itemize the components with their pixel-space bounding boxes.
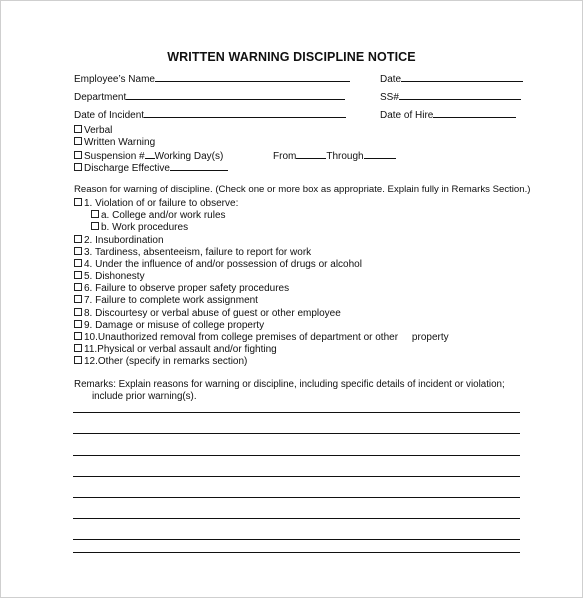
verbal-option[interactable] (74, 125, 112, 137)
ss-field[interactable] (380, 90, 521, 104)
written-warning-checkbox[interactable] (74, 137, 82, 145)
reason-12-checkbox[interactable] (74, 356, 82, 364)
reason-2[interactable] (74, 235, 164, 247)
working-days-label: Working Day(s) (154, 151, 224, 162)
date-of-hire-field[interactable] (380, 108, 516, 122)
date-line[interactable] (401, 72, 523, 82)
reason-6-checkbox[interactable] (74, 283, 82, 291)
document-title: WRITTEN WARNING DISCIPLINE NOTICE (167, 50, 416, 64)
reason-1b-label: b. Work procedures (101, 222, 189, 233)
date-field[interactable] (380, 72, 523, 86)
reason-1-label: 1. Violation of or failure to observe: (84, 198, 239, 209)
reason-10-checkbox[interactable] (74, 332, 82, 340)
reason-9[interactable] (74, 320, 264, 332)
suspension-number-line[interactable] (145, 149, 155, 159)
reason-12-label: 12.Other (specify in remarks section) (84, 356, 248, 367)
reason-7[interactable] (74, 295, 258, 307)
reason-11[interactable] (74, 344, 277, 356)
reason-9-checkbox[interactable] (74, 320, 82, 328)
employee-name-field[interactable] (74, 72, 350, 86)
remarks-line[interactable] (73, 518, 520, 519)
suspension-range[interactable] (273, 149, 396, 163)
discharge-date-line[interactable] (170, 161, 228, 171)
reason-6[interactable] (74, 283, 289, 295)
from-line[interactable] (296, 149, 326, 159)
ss-label: SS# (380, 92, 399, 103)
reason-1-checkbox[interactable] (74, 198, 82, 206)
reason-5-checkbox[interactable] (74, 271, 82, 279)
reason-11-checkbox[interactable] (74, 344, 82, 352)
reason-7-label: 7. Failure to complete work assignment (84, 295, 258, 306)
employee-name-line[interactable] (155, 72, 350, 82)
reason-1b[interactable] (91, 222, 188, 234)
reason-1a-label: a. College and/or work rules (101, 210, 226, 221)
verbal-label: Verbal (84, 125, 113, 136)
discharge-option[interactable] (74, 161, 228, 175)
date-of-incident-field[interactable] (74, 108, 346, 122)
remarks-line[interactable] (73, 497, 520, 498)
reason-10[interactable] (74, 332, 449, 344)
date-of-incident-label: Date of Incident (74, 110, 145, 121)
verbal-checkbox[interactable] (74, 125, 82, 133)
department-label: Department (74, 92, 127, 103)
reason-8[interactable] (74, 308, 341, 320)
reason-1a-checkbox[interactable] (91, 210, 99, 218)
reason-10-label: 10.Unauthorized removal from college premises of department or other property (84, 332, 449, 343)
employee-name-label: Employee’s Name (74, 74, 155, 85)
through-line[interactable] (364, 149, 396, 159)
reason-11-label: 11.Physical or verbal assault and/or fighting (84, 344, 277, 355)
reason-6-label: 6. Failure to observe proper safety procedures (84, 283, 290, 294)
discharge-checkbox[interactable] (74, 163, 82, 171)
through-label: Through (326, 151, 364, 162)
written-warning-label: Written Warning (84, 137, 156, 148)
reason-4-label: 4. Under the influence of and/or possession of drugs or alcohol (84, 259, 362, 270)
reason-4-checkbox[interactable] (74, 259, 82, 267)
remarks-line[interactable] (73, 412, 520, 413)
date-label: Date (380, 74, 402, 85)
remarks-line[interactable] (73, 455, 520, 456)
reason-intro: Reason for warning of discipline. (Check one or more box as appropriate. Explain fully in Remarks Section.) (74, 184, 531, 195)
reason-4[interactable] (74, 259, 362, 271)
reason-2-checkbox[interactable] (74, 235, 82, 243)
reason-3-label: 3. Tardiness, absenteeism, failure to report for work (84, 247, 312, 258)
reason-1[interactable] (74, 198, 238, 210)
date-of-hire-label: Date of Hire (380, 110, 434, 121)
discharge-label: Discharge Effective (84, 163, 170, 174)
department-line[interactable] (126, 90, 345, 100)
reason-1a[interactable] (91, 210, 226, 222)
ss-line[interactable] (399, 90, 521, 100)
written-warning-option[interactable] (74, 137, 155, 149)
reason-3[interactable] (74, 247, 311, 259)
remarks-instruction-continued: include prior warning(s). (92, 391, 197, 402)
remarks-line[interactable] (73, 476, 520, 477)
from-label: From (273, 151, 297, 162)
remarks-line[interactable] (73, 539, 520, 540)
reason-1b-checkbox[interactable] (91, 222, 99, 230)
suspension-checkbox[interactable] (74, 151, 82, 159)
department-field[interactable] (74, 90, 345, 104)
suspension-label: Suspension # (84, 151, 145, 162)
remarks-line[interactable] (73, 552, 520, 553)
date-of-hire-line[interactable] (433, 108, 516, 118)
reason-8-label: 8. Discourtesy or verbal abuse of guest or other employee (84, 308, 341, 319)
remarks-line[interactable] (73, 433, 520, 434)
reason-5-label: 5. Dishonesty (84, 271, 145, 282)
date-of-incident-line[interactable] (144, 108, 346, 118)
reason-7-checkbox[interactable] (74, 295, 82, 303)
reason-8-checkbox[interactable] (74, 308, 82, 316)
remarks-instruction: Remarks: Explain reasons for warning or discipline, including specific details of incident or violation; (74, 379, 505, 390)
reason-2-label: 2. Insubordination (84, 235, 164, 246)
reason-12[interactable] (74, 356, 247, 368)
reason-9-label: 9. Damage or misuse of college property (84, 320, 265, 331)
reason-5[interactable] (74, 271, 145, 283)
reason-3-checkbox[interactable] (74, 247, 82, 255)
